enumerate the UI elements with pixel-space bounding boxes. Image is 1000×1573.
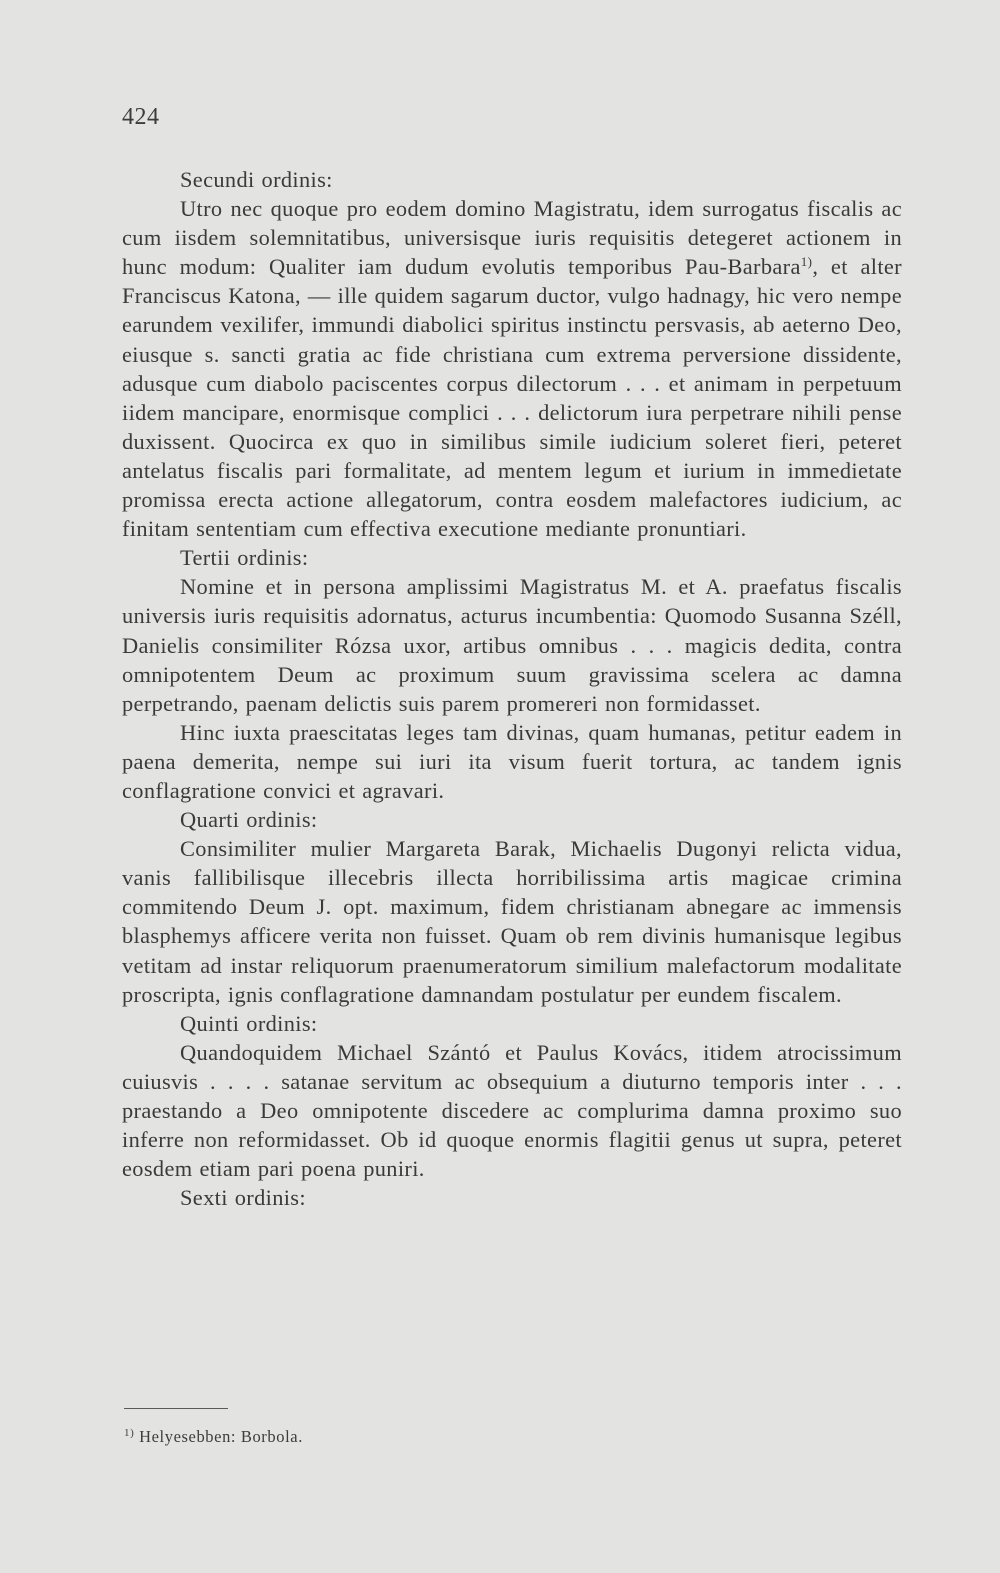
- footnote: [124, 1427, 303, 1447]
- paragraph-quinti: Quandoquidem Michael Szántó et Paulus Kovács, itidem atrocissimum cuiusvis . . . . satanae servitum ac obsequium a diuturno temporis inter . . . praestando a Deo omnipotente discedere ac complurima damna proximo suo inferre non reformidasset. Ob id quoque enormis flagitii genus ut supra, peteret eosdem etiam pari poena puniri.: [122, 1039, 902, 1182]
- body-text: [122, 165, 902, 1212]
- paragraph-text-continued: , et alter Franciscus Katona, — ille quidem sagarum ductor, vulgo hadnagy, hic vero nempe earundem vexilifer, immundi diabolici spiritus instinctu persvasis, ab aeterno Deo, eiusque s. sancti gratia ac fide christiana cum extrema perversione dissidente, adusque cum diabolo paciscentes corpus dilectorum . . . et animam in perpetuum iidem mancipare, enormisque complici . . . delictorum iura perpetrare nihili pense duxissent. Quocirca ex quo in similibus simile iudicium soleret fieri, peteret antelatus fiscalis pari formalitate, ad mentem legum et iurium in immedietate promissa erecta actione allegatorum, contra eosdem malefactores iudicium, ac finitam sententiam cum effectiva executione mediante pronuntiari.: [122, 254, 902, 542]
- section-heading-quarti: Quarti ordinis:: [180, 807, 318, 833]
- page-number: 424: [122, 104, 160, 130]
- section-heading-tertii: Tertii ordinis:: [180, 545, 309, 571]
- paragraph-secundi: [122, 194, 902, 543]
- paragraph-quarti: Consimiliter mulier Margareta Barak, Michaelis Dugonyi relicta vidua, vanis fallibilisque illecebris illecta horribilissima artis magicae crimina commitendo Deum J. opt. maximum, fidem christianam abnegare ac immensis blasphemys afficere verita non fuisset. Quam ob rem divinis humanisque legibus vetitam ad instar reliquorum praenumeratorum similium malefactorum modalitate proscripta, ignis conflagratione damnandam postulatur per eundem fiscalem.: [122, 836, 902, 1007]
- footnote-text: Helyesebben: Borbola.: [139, 1427, 303, 1446]
- footnote-divider: [124, 1408, 228, 1409]
- paragraph-hinc: Hinc iuxta praescitatas leges tam divinas, quam humanas, petitur eadem in paena demerita, nempe sui iuri ita visum fuerit tortura, ac tandem ignis conflagratione convici et agravari.: [122, 719, 902, 803]
- section-heading-sexti: Sexti ordinis:: [180, 1185, 306, 1211]
- paragraph-text: Utro nec quoque pro eodem domino Magistratu, idem surrogatus fiscalis ac cum iisdem solemnitatibus, universisque iuris requisitis detegeret actionem in hunc modum: Qualiter iam dudum evolutis temporibus Pau-Barbara: [122, 196, 902, 280]
- footnote-reference[interactable]: 1): [800, 254, 813, 270]
- section-heading-quinti: Quinti ordinis:: [180, 1010, 318, 1036]
- footnote-marker: 1): [124, 1427, 135, 1439]
- paragraph-tertii: Nomine et in persona amplissimi Magistratus M. et A. praefatus fiscalis universis iuris requisitis adornatus, acturus incumbentia: Quomodo Susanna Széll, Danielis consimiliter Rózsa uxor, artibus omnibus . . . magicis dedita, contra omnipotentem Deum ac proximum suum gravissima scelera ac damna perpetrando, paenam delictis suis parem promereri non formidasset.: [122, 574, 902, 716]
- section-heading-secundi: Secundi ordinis:: [180, 167, 333, 192]
